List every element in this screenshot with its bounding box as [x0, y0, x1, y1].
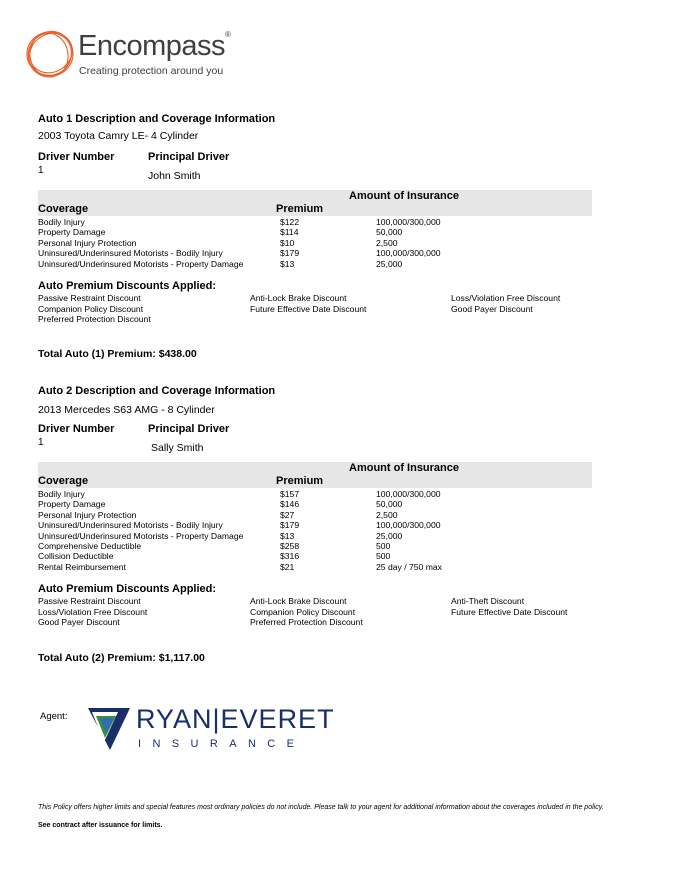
coverage-name: Property Damage: [38, 227, 106, 238]
auto2-total-premium: Total Auto (2) Premium: $1,117.00: [38, 652, 205, 664]
agent-label: Agent:: [40, 711, 68, 722]
coverage-name: Uninsured/Underinsured Motorists - Bodily Injury: [38, 248, 223, 259]
discount-item: Future Effective Date Discount: [250, 303, 367, 314]
discount-item: Loss/Violation Free Discount: [38, 606, 148, 617]
coverage-amount: 25,000: [376, 530, 403, 541]
coverage-premium: $179: [280, 248, 300, 259]
discount-item: Passive Restraint Discount: [38, 293, 141, 303]
auto2-discounts-title: Auto Premium Discounts Applied:: [38, 583, 217, 595]
footer-note: This Policy offers higher limits and special features most ordinary policies do not include. Please talk to your agent for additional information about the coverages included in the policy.: [38, 804, 604, 811]
coverage-premium: $21: [280, 561, 295, 572]
coverage-amount: 100,000/300,000: [376, 520, 441, 531]
coverage-name: Personal Injury Protection: [38, 509, 137, 520]
auto1-driver-number-label: Driver Number: [38, 151, 115, 163]
discount-item: Good Payer Discount: [38, 617, 120, 627]
coverage-name: Uninsured/Underinsured Motorists - Bodily Injury: [38, 520, 223, 531]
auto2-premium-header: Premium: [276, 475, 324, 487]
agent-logo-name: RYAN|EVERET: [136, 704, 335, 734]
coverage-name: Personal Injury Protection: [38, 237, 137, 248]
discount-item: Companion Policy Discount: [250, 606, 356, 617]
auto2-principal-driver-label: Principal Driver: [148, 423, 230, 435]
coverage-name: Bodily Injury: [38, 217, 85, 227]
ryan-everet-logo-mark-icon: [88, 708, 130, 750]
coverage-premium: $179: [280, 520, 300, 531]
coverage-name: Property Damage: [38, 499, 106, 510]
auto1-vehicle: 2003 Toyota Camry LE- 4 Cylinder: [38, 130, 199, 142]
auto2-driver-number: 1: [38, 437, 44, 448]
auto2-driver-number-label: Driver Number: [38, 423, 115, 435]
discount-item: Preferred Protection Discount: [250, 617, 363, 627]
coverage-amount: 2,500: [376, 509, 398, 520]
auto1-discounts-title: Auto Premium Discounts Applied:: [38, 280, 217, 292]
auto1-principal-driver: John Smith: [148, 170, 201, 182]
auto2-principal-driver: Sally Smith: [151, 442, 204, 454]
coverage-amount: 2,500: [376, 237, 398, 248]
coverage-amount: 500: [376, 551, 391, 562]
coverage-premium: $146: [280, 499, 300, 510]
coverage-amount: 100,000/300,000: [376, 217, 441, 227]
brand-tagline: Creating protection around you: [79, 65, 224, 77]
discount-item: Loss/Violation Free Discount: [451, 293, 561, 303]
auto1-driver-number: 1: [38, 165, 44, 176]
auto1-amount-header: Amount of Insurance: [349, 190, 460, 202]
brand-name: Encompass®: [78, 30, 231, 62]
discount-item: Companion Policy Discount: [38, 303, 144, 314]
discount-item: Passive Restraint Discount: [38, 596, 141, 606]
coverage-amount: 25 day / 750 max: [376, 561, 442, 572]
coverage-premium: $258: [280, 540, 300, 551]
coverage-name: Bodily Injury: [38, 489, 85, 499]
coverage-name: Comprehensive Deductible: [38, 540, 142, 551]
coverage-premium: $122: [280, 217, 300, 227]
auto1-title: Auto 1 Description and Coverage Information: [38, 113, 276, 125]
discount-item: Anti-Theft Discount: [451, 596, 525, 606]
auto1-principal-driver-label: Principal Driver: [148, 151, 230, 163]
coverage-amount: 50,000: [376, 227, 403, 238]
coverage-premium: $10: [280, 237, 295, 248]
coverage-amount: 100,000/300,000: [376, 489, 441, 499]
coverage-name: Uninsured/Underinsured Motorists - Property Damage: [38, 258, 244, 269]
auto1-coverage-header: Coverage: [38, 203, 89, 215]
coverage-amount: 25,000: [376, 258, 403, 269]
coverage-name: Collision Deductible: [38, 551, 114, 562]
coverage-amount: 100,000/300,000: [376, 248, 441, 259]
discount-item: Preferred Protection Discount: [38, 314, 151, 324]
coverage-amount: 500: [376, 540, 391, 551]
discount-item: Anti-Lock Brake Discount: [250, 596, 347, 606]
auto2-amount-header: Amount of Insurance: [349, 462, 460, 474]
auto1-premium-header: Premium: [276, 203, 324, 215]
auto2-coverage-header: Coverage: [38, 475, 89, 487]
discount-item: Future Effective Date Discount: [451, 606, 568, 617]
discount-item: Good Payer Discount: [451, 303, 533, 314]
coverage-premium: $316: [280, 551, 300, 562]
coverage-premium: $114: [280, 227, 299, 238]
coverage-premium: $27: [280, 509, 295, 520]
auto1-total-premium: Total Auto (1) Premium: $438.00: [38, 348, 197, 360]
auto2-title: Auto 2 Description and Coverage Information: [38, 385, 276, 397]
coverage-amount: 50,000: [376, 499, 403, 510]
footer-bold-note: See contract after issuance for limits.: [38, 822, 163, 829]
coverage-premium: $13: [280, 258, 295, 269]
coverage-name: Uninsured/Underinsured Motorists - Property Damage: [38, 530, 244, 541]
discount-item: Anti-Lock Brake Discount: [250, 293, 347, 303]
coverage-premium: $13: [280, 530, 295, 541]
auto2-vehicle: 2013 Mercedes S63 AMG - 8 Cylinder: [38, 404, 215, 416]
agent-logo-sub: INSURANCE: [138, 738, 306, 750]
coverage-premium: $157: [280, 489, 300, 499]
coverage-name: Rental Reimbursement: [38, 561, 126, 572]
